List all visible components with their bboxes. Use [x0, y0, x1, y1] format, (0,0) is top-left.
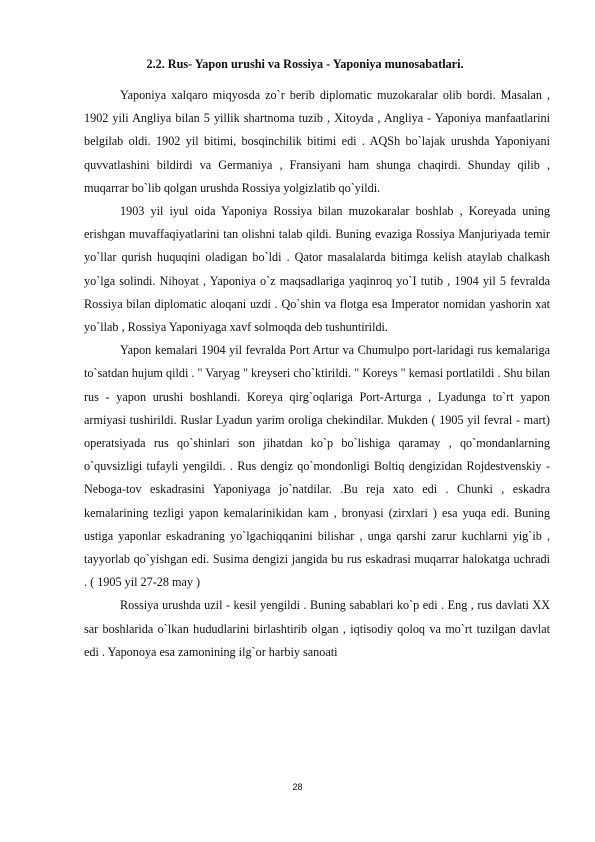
body-text — [84, 84, 550, 664]
paragraph-1: Yaponiya xalqaro miqyosda zo`r berib diplomatic muzokaralar olib bordi. Masalan , 1902 yili Angliya bilan 5 yillik shartnoma tuzib , Xitoyda , Angliya - Yaponiya manfaatlarini belgilab oldi. 1902 yil bitimi, bosqinchilik bitimi edi . AQSh bo`lajak urushda Yaponiyani quvvatlashini bildirdi va Germaniya , Fransiyani ham shunga chaqirdi. Shunday qilib , muqarrar bo`lib qolgan urushda Rossiya yolgizlatib qo`yildi. — [84, 88, 550, 195]
paragraph-2: 1903 yil iyul oida Yaponiya Rossiya bilan muzokaralar boshlab , Koreyada uning erishgan muvaffaqiyatlarini tan olishni talab qildi. Buning evaziga Rossiya Manjuriyada temir yo`llar qurish huquqini oladigan bo`ldi . Qator masalalarda bitimga kelish ataylab chalkash yo`lga solindi. Nihoyat , Yaponiya o`z maqsadlariga yaqinroq yo`I tutib , 1904 yil 5 fevralda Rossiya bilan diplomatic aloqani uzdi . Qo`shin va flotga esa Imperator nomidan yashorin xat yo`llab , Rossiya Yaponiyaga xavf solmoqda deb tushuntirildi. — [84, 204, 550, 335]
section-heading: 2.2. Rus- Yapon urushi va Rossiya - Yaponiya munosabatlari. — [146, 57, 464, 71]
page-number: 28 — [292, 782, 303, 792]
paragraph-4: Rossiya urushda uzil - kesil yengildi . Buning sabablari ko`p edi . Eng , rus davlati XX sar boshlarida o`lkan hududlarini birlashtirib olgan , iqtisodiy qoloq va mo`rt tuzilgan davlat edi . Yaponoya esa zamonining ilg`or harbiy sanoati — [84, 598, 550, 659]
paragraph-3: Yapon kemalari 1904 yil fevralda Port Artur va Chumulpo port-laridagi rus kemalariga to`satdan hujum qildi . " Varyag " kreyseri cho`ktirildi. " Koreys " kemasi portlatildi . Shu bilan rus - yapon urushi boshlandi. Koreya qirg`oqlariga Port-Arturga , Lyadunga to`rt yapon armiyasi tushirildi. Ruslar Lyadun yarim oroliga chekindilar. Mukden ( 1905 yil fevral - mart) operatsiyada rus qo`shinlari son jihatdan ko`p bo`lishiga qaramay , qo`mondanlarning o`quvsizligi tufayli yengildi. . Rus dengiz qo`mondonligi Boltiq dengizidan Rojdestvenskiy - Neboga-tov eskadrasini Yaponiyaga jo`natdilar. .Bu reja xato edi . Chunki , eskadra kemalarining tezligi yapon kemalarinikidan kam , bronyasi (zirxlari ) esa yuqa edi. Buning ustiga yaponlar eskadraning yo`lgachiqqanini bilishar , unga qarshi zarur kuchlarni yig`ib , tayyorlab qo`yishgan edi. Susima dengizi jangida bu rus eskadrasi muqarrar halokatga uchradi . ( 1905 yil 27-28 may ) — [84, 343, 550, 590]
